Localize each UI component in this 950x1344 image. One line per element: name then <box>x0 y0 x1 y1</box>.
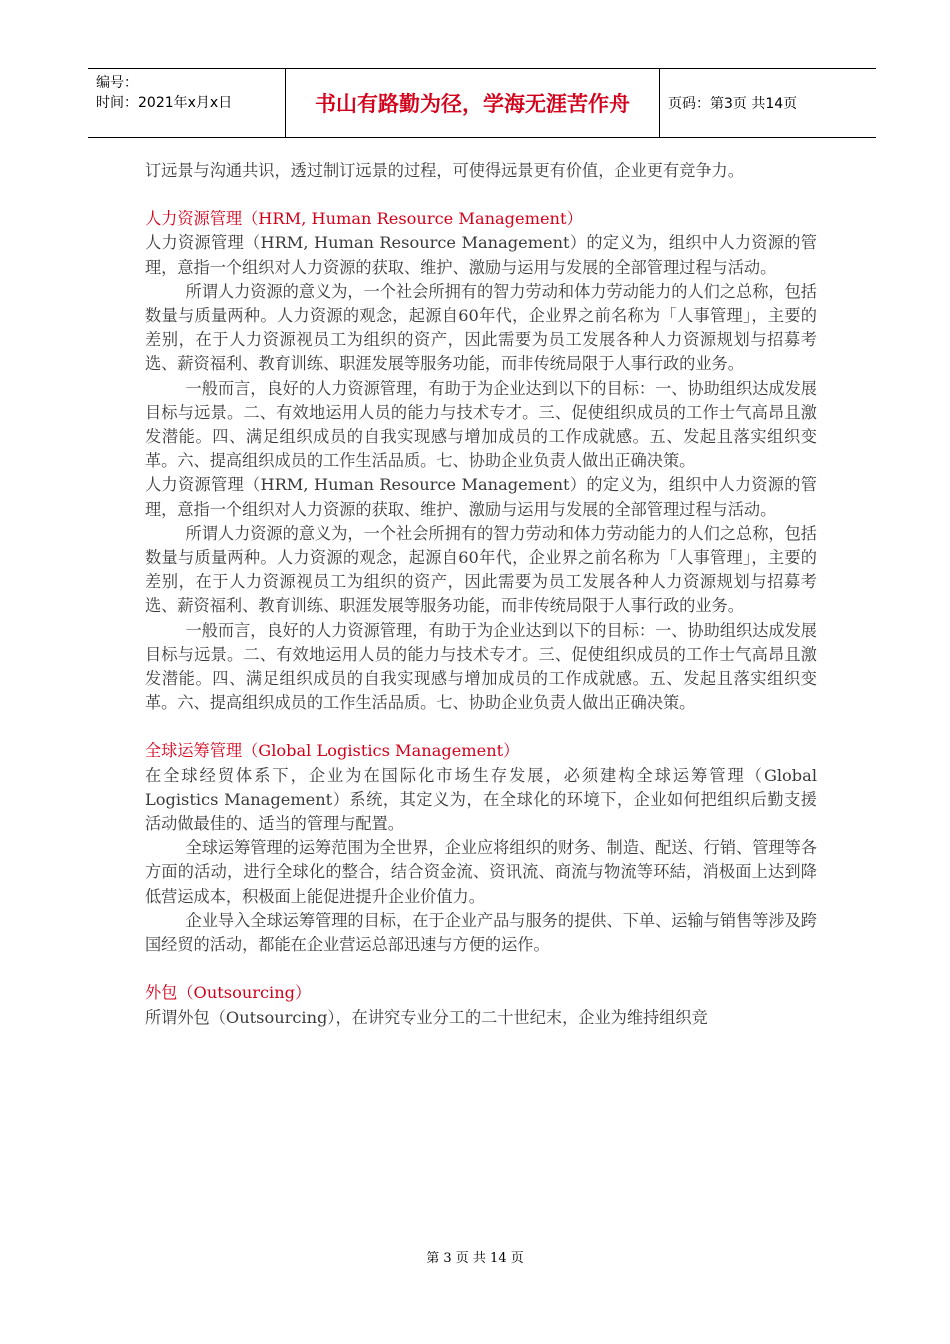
page-header <box>88 68 876 138</box>
hrm-meaning-paragraph: 所谓人力资源的意义为，一个社会所拥有的智力劳动和体力劳动能力的人们之总称，包括数量与质量两种。人力资源的观念，起源自60年代，企业界之前名称为「人事管理」，主要的差别，在于人力资源视员工为组织的资产，因此需要为员工发展各种人力资源规划与招募考选、薪资福利、教育训练、职涯发展等服务功能，而非传统局限于人事行政的业务。 <box>145 281 817 374</box>
intro-paragraph: 订远景与沟通共识，透过制订远景的过程，可使得远景更有价值，企业更有竞争力。 <box>145 161 744 180</box>
document-number: 编号： <box>96 75 138 91</box>
header-meta <box>88 69 286 137</box>
hrm-goals-paragraph-repeat: 一般而言，良好的人力资源管理，有助于为企业达到以下的目标：一、协助组织达成发展目标与远景。二、有效地运用人员的能力与技术专才。三、促使组织成员的工作士气高昂且激发潜能。四、满足组织成员的自我实现感与增加成员的工作成就感。五、发起且落实组织变革。六、提高组织成员的工作生活品质。七、协助企业负责人做出正确决策。 <box>145 620 817 713</box>
glm-scope-paragraph: 全球运筹管理的运筹范围为全世界，企业应将组织的财务、制造、配送、行销、管理等各方面的活动，进行全球化的整合，结合资金流、资讯流、商流与物流等环結，消极面上达到降低营运成本，积极面上能促进提升企业价值力。 <box>145 838 817 906</box>
header-page-number: 页码：第3页 共14页 <box>668 96 798 112</box>
glm-definition-paragraph: 在全球经贸体系下，企业为在国际化市场生存发展，必须建构全球运筹管理（Global Logistics Management）系统，其定义为，在全球化的环境下，企业如何把组织后勤支援活动做最佳的、适当的管理与配置。 <box>145 765 817 834</box>
outsourcing-heading: 外包（Outsourcing） <box>145 983 312 1003</box>
glm-goal-paragraph: 企业导入全球运筹管理的目标，在于企业产品与服务的提供、下单、运输与销售等涉及跨国经贸的活动，都能在企业营运总部迅速与方便的运作。 <box>145 910 817 955</box>
document-body <box>145 159 817 1030</box>
hrm-definition-paragraph-repeat: 人力资源管理（HRM, Human Resource Management）的定义为，组织中人力资源的管理，意指一个组织对人力资源的获取、维护、激励与运用与发展的全部管理过程与活动。 <box>145 475 817 519</box>
outsourcing-paragraph: 所谓外包（Outsourcing），在讲究专业分工的二十世纪末，企业为维持组织竞 <box>145 1007 708 1027</box>
header-motto: 书山有路勤为径，学海无涯苦作舟 <box>286 69 660 137</box>
hrm-definition-paragraph: 人力资源管理（HRM, Human Resource Management）的定义为，组织中人力资源的管理，意指一个组织对人力资源的获取、维护、激励与运用与发展的全部管理过程与活动。 <box>145 233 817 277</box>
glm-heading: 全球运筹管理（Global Logistics Management） <box>145 741 520 761</box>
hrm-goals-paragraph: 一般而言，良好的人力资源管理，有助于为企业达到以下的目标：一、协助组织达成发展目标与远景。二、有效地运用人员的能力与技术专才。三、促使组织成员的工作士气高昂且激发潜能。四、满足组织成员的自我实现感与增加成员的工作成就感。五、发起且落实组织变革。六、提高组织成员的工作生活品质。七、协助企业负责人做出正确决策。 <box>145 378 817 471</box>
page-footer: 第 3 页 共 14 页 <box>426 1251 524 1266</box>
document-time: 时间：2021年x月x日 <box>96 95 233 111</box>
hrm-meaning-paragraph-repeat: 所谓人力资源的意义为，一个社会所拥有的智力劳动和体力劳动能力的人们之总称，包括数量与质量两种。人力资源的观念，起源自60年代，企业界之前名称为「人事管理」，主要的差别，在于人力资源视员工为组织的资产，因此需要为员工发展各种人力资源规划与招募考选、薪资福利、教育训练、职涯发展等服务功能，而非传统局限于人事行政的业务。 <box>145 523 817 616</box>
hrm-heading: 人力资源管理（HRM, Human Resource Management） <box>145 209 583 229</box>
